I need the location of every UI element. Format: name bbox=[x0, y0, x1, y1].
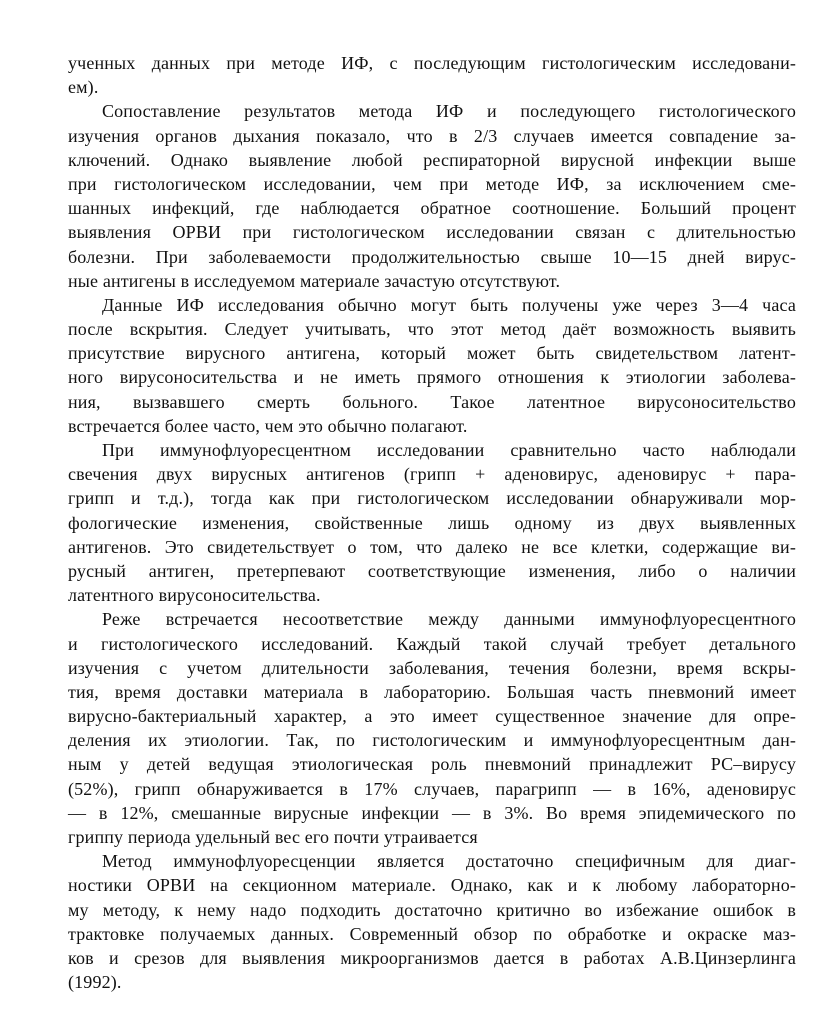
text-line: фологические изменения, свойственные лишь одному из двух выявленных bbox=[68, 512, 796, 533]
text-line: болезни. При заболеваемости продолжительностью свыше 10—15 дней вирус- bbox=[68, 246, 796, 267]
text-line: ков и срезов для выявления микроорганизмов дается в работах А.В.Цинзерлинга bbox=[68, 947, 796, 968]
text-line: тия, время доставки материала в лабораторию. Большая часть пневмоний имеет bbox=[68, 681, 796, 702]
text-line: деления их этиологии. Так, по гистологическим и иммунофлуоресцентным дан- bbox=[68, 730, 796, 751]
text-line: и гистологического исследований. Каждый такой случай требует детального bbox=[68, 633, 796, 654]
text-line: при гистологическом исследовании, чем при методе ИФ, за исключением сме- bbox=[68, 173, 796, 194]
text-line: изучения с учетом длительности заболевания, течения болезни, время вскры- bbox=[68, 657, 796, 678]
paragraph bbox=[68, 99, 796, 293]
text-line: русный антиген, претерпевают соответствующие изменения, либо о наличии bbox=[68, 560, 796, 581]
text-line: изучения органов дыхания показало, что в 2/3 случаев имеется совпадение за- bbox=[68, 125, 796, 146]
paragraph bbox=[68, 51, 796, 99]
text-line: антигенов. Это свидетельствует о том, что далеко не все клетки, содержащие ви- bbox=[68, 536, 796, 557]
text-line: трактовке получаемых данных. Современный обзор по обработке и окраске маз- bbox=[68, 923, 796, 944]
text-line: ные антигены в исследуемом материале зачастую отсутствуют. bbox=[68, 270, 561, 291]
text-line: — в 12%, смешанные вирусные инфекции — в 3%. Во время эпидемического по bbox=[68, 802, 796, 823]
text-line: Метод иммунофлуоресценции является достаточно специфичным для диаг- bbox=[102, 851, 796, 872]
text-line: свечения двух вирусных антигенов (грипп + аденовирус, аденовирус + пара- bbox=[68, 464, 796, 485]
text-line: встречается более часто, чем это обычно полагают. bbox=[68, 415, 468, 436]
text-line: (52%), грипп обнаруживается в 17% случаев, парагрипп — в 16%, аденовирус bbox=[68, 778, 796, 799]
text-line: ния, вызвавшего смерть больного. Такое латентное вирусоносительство bbox=[68, 391, 796, 412]
text-line: Сопоставление результатов метода ИФ и последующего гистологического bbox=[102, 101, 796, 122]
text-line: (1992). bbox=[68, 972, 122, 993]
text-line: Данные ИФ исследования обычно могут быть получены уже через 3—4 часа bbox=[102, 294, 796, 315]
text-line: При иммунофлуоресцентном исследовании сравнительно часто наблюдали bbox=[102, 440, 796, 460]
text-line: ным у детей ведущая этиологическая роль пневмоний принадлежит РС–вирусу bbox=[68, 754, 796, 775]
text-line: выявления ОРВИ при гистологическом исследовании связан с длительностью bbox=[68, 222, 796, 243]
text-line: латентного вирусоносительства. bbox=[68, 585, 321, 606]
paragraph bbox=[68, 438, 796, 607]
text-line: ем). bbox=[68, 77, 99, 98]
text-line: после вскрытия. Следует учитывать, что этот метод даёт возможность выявить bbox=[68, 319, 796, 340]
paragraph bbox=[68, 293, 796, 438]
text-line: гриппу периода удельный вес его почти утраивается bbox=[68, 827, 478, 847]
paragraph bbox=[68, 849, 796, 994]
text-line: ученных данных при методе ИФ, с последующим гистологическим исследовани- bbox=[68, 53, 796, 73]
text-line: ного вирусоносительства и не иметь прямого отношения к этиологии заболева- bbox=[68, 367, 796, 388]
text-line: му методу, к нему надо подходить достаточно критично во избежание ошибок в bbox=[68, 899, 796, 920]
text-line: шанных инфекций, где наблюдается обратное соотношение. Больший процент bbox=[68, 198, 796, 219]
text-line: ключений. Однако выявление любой респираторной вирусной инфекции выше bbox=[68, 149, 796, 170]
text-line: вирусно-бактериальный характер, а это имеет существенное значение для опре- bbox=[68, 706, 796, 727]
text-line: ностики ОРВИ на секционном материале. Однако, как и к любому лабораторно- bbox=[68, 875, 796, 896]
paragraph bbox=[68, 607, 796, 849]
text-line: грипп и т.д.), тогда как при гистологическом исследовании обнаруживали мор- bbox=[68, 488, 796, 509]
text-line: Реже встречается несоответствие между данными иммунофлуоресцентного bbox=[102, 609, 796, 630]
text-line: присутствие вирусного антигена, который может быть свидетельством латент- bbox=[68, 343, 796, 364]
